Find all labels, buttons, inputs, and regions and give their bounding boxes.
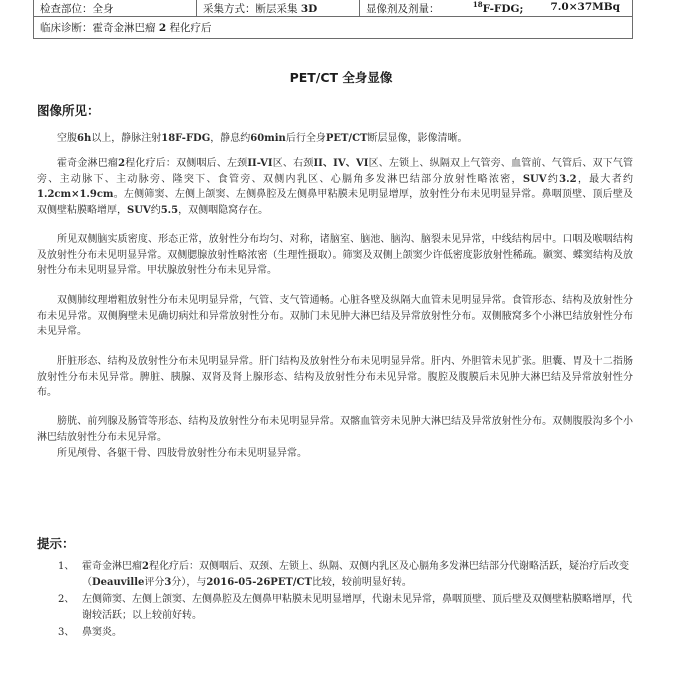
dose-value: 7.0×37MBq <box>550 0 620 13</box>
diagnosis-suffix: 程化疗后 <box>169 22 212 34</box>
exam-site-value: 全身 <box>92 2 114 15</box>
conclusion-heading: 提示： <box>37 536 75 551</box>
findings-paragraph-bones: 所见颅骨、各躯干骨、四肢骨放射性分布未见明显异常。 <box>57 448 307 459</box>
clinical-diagnosis-cell <box>34 17 633 39</box>
conclusion-item-2 <box>58 592 633 623</box>
findings-paragraph-procedure: 空腹6h以上，静脉注射18F-FDG，静息约60min后行全身PET/CT断层显像，影像清晰。 <box>57 133 468 144</box>
tracer-name: F-FDG; <box>482 2 524 15</box>
findings-paragraph-head-neck: 所见双侧脑实质密度、形态正常，放射性分布均匀、对称，诸脑室、脑池、脑沟、脑裂未见异常，中线结构居中。口咽及喉咽结构及放射性分布未见明显异常。双侧腮腺放射性略浓密（生理性摄取）。筛窦及双侧上颌窦少许低密度影放射性稀疏。颞窦、蝶窦结构及放射性分布未见明显异常。甲状腺放射性分布未见异常。 <box>37 234 633 276</box>
exam-site-label: 检查部位： <box>40 2 93 15</box>
tracer-isotope-mass: 18 <box>472 0 483 9</box>
tracer-value <box>472 0 524 15</box>
diagnosis-row <box>34 17 633 39</box>
conclusion-text: 左侧筛窦、左侧上颌窦、左侧鼻腔及左侧鼻甲粘膜未见明显增厚，代谢未见异常，鼻咽顶壁、顶后壁及双侧壁粘膜略增厚，代谢较活跃；以上较前好转。 <box>82 594 632 621</box>
tracer-dose-cell <box>360 0 633 17</box>
tracer-label: 显像剂及剂量： <box>366 2 440 15</box>
acquisition-method-cell <box>197 0 360 17</box>
acquisition-method-label: 采集方式： <box>203 2 256 15</box>
findings-heading: 图像所见： <box>37 103 100 118</box>
diagnosis-label: 临床诊断： <box>40 22 93 34</box>
report-title: PET/CT 全身显像 <box>289 70 393 85</box>
findings-paragraph-abdomen: 肝脏形态、结构及放射性分布未见明显异常。肝门结构及放射性分布未见明显异常。肝内、外胆管未见扩张。胆囊、胃及十二指肠放射性分布未见异常。脾脏、胰腺、双肾及肾上腺形态、结构及放射性分布未见异常。腹腔及腹膜后未见肿大淋巴结及异常放射性分布。 <box>37 356 633 398</box>
acquisition-method-mode: 3D <box>300 2 318 15</box>
conclusion-item-1 <box>58 559 633 590</box>
conclusion-text: 霍奇金淋巴瘤2程化疗后：双侧咽后、双颈、左锁上、纵隔、双侧内乳区及心膈角多发淋巴结部分代谢略活跃，疑治疗后改变（Deauville评分3分），与2016-05-26PET/CT比较，较前明显好转。 <box>82 561 629 588</box>
conclusion-number: 3、 <box>58 627 75 638</box>
findings-paragraph-lymphoma: 霍奇金淋巴瘤2程化疗后：双侧咽后、左颈II-VI区、右颈II、IV、VI区、左锁上、纵隔双上气管旁、血管前、气管后、双下气管旁、主动脉下、主动脉旁、隆突下、食管旁、双侧内乳区、心膈角多发淋巴结部分放射性略浓密，SUV约3.2，最大者约1.2cm×1.9cm。左侧筛窦、左侧上颌窦、左侧鼻腔及左侧鼻甲粘膜未见明显增厚，放射性分布未见明显异常。鼻咽顶壁、顶后壁及双侧壁粘膜略增厚，SUV约5.5，双侧咽隐窝存在。 <box>37 158 634 216</box>
exam-info-row <box>34 0 633 17</box>
acquisition-method-value: 断层采集 <box>255 2 298 15</box>
conclusion-number: 1、 <box>58 561 75 572</box>
conclusion-text: 鼻窦炎。 <box>82 627 122 638</box>
exam-info-table <box>33 0 633 39</box>
conclusion-item-3 <box>58 625 633 641</box>
findings-paragraph-pelvis: 膀胱、前列腺及肠管等形态、结构及放射性分布未见明显异常。双髂血管旁未见肿大淋巴结及异常放射性分布。双侧腹股沟多个小淋巴结放射性分布未见异常。 <box>37 416 633 443</box>
findings-paragraph-chest: 双侧肺纹理增粗放射性分布未见明显异常，气管、支气管通畅。心脏各壁及纵隔大血管未见明显异常。食管形态、结构及放射性分布未见异常。双侧胸壁未见确切病灶和异常放射性分布。双肺门未见肿大淋巴结及异常放射性分布。双侧腋窝多个小淋巴结放射性分布未见异常。 <box>37 295 633 337</box>
exam-site-cell <box>34 0 197 17</box>
diagnosis-cycle-count: 2 <box>158 22 167 34</box>
conclusion-number: 2、 <box>58 594 75 605</box>
diagnosis-value: 霍奇金淋巴瘤 <box>92 22 156 34</box>
